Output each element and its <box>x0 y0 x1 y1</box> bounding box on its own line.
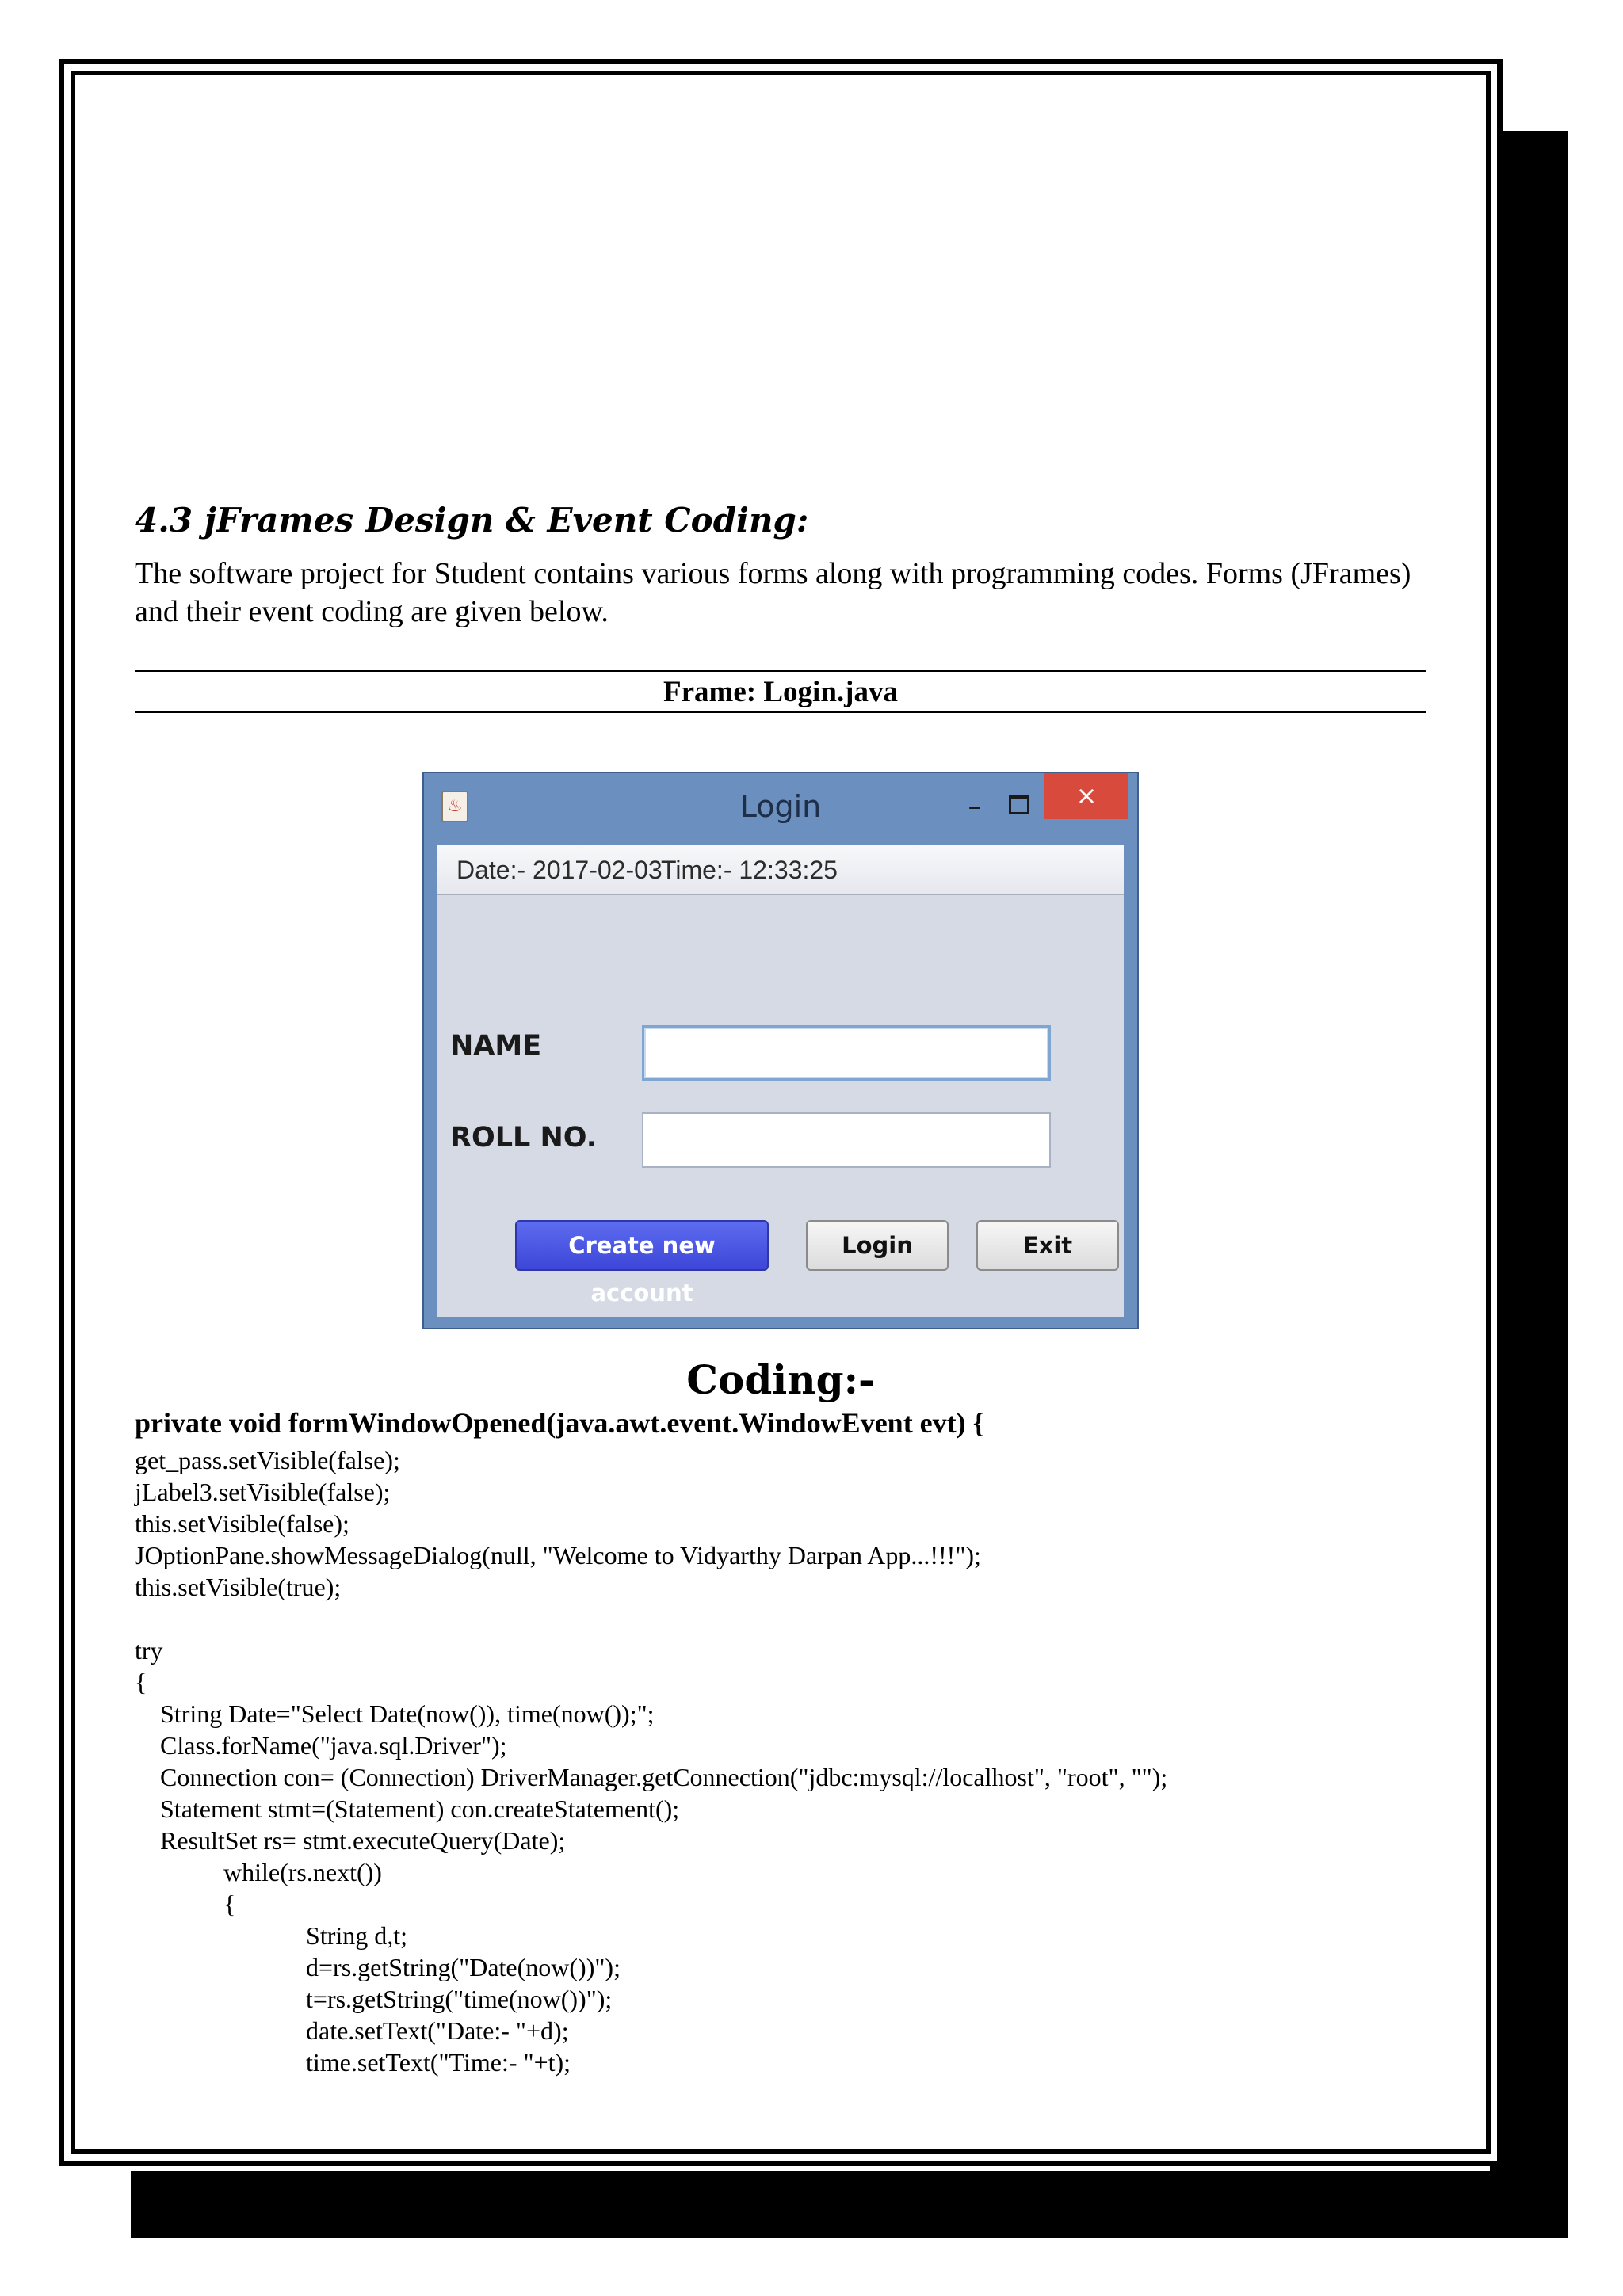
frame-caption: Frame: Login.java <box>663 676 898 708</box>
code-line: String d,t; <box>135 1921 408 1950</box>
code-line: t=rs.getString("time(now())"); <box>135 1985 613 2013</box>
minimize-icon[interactable]: – <box>968 791 982 822</box>
code-line: { <box>135 1668 147 1696</box>
code-line: String Date="Select Date(now()), time(now());"; <box>135 1699 655 1728</box>
login-button[interactable]: Login <box>806 1220 949 1271</box>
code-line: time.setText("Time:- "+t); <box>135 2048 571 2077</box>
caption-rule-bottom <box>135 711 1426 713</box>
code-line: get_pass.setVisible(false); <box>135 1446 400 1474</box>
login-window-screenshot <box>422 772 1139 1329</box>
code-line: { <box>135 1890 236 1918</box>
roll-no-label: ROLL NO. <box>450 1122 598 1154</box>
login-window-content <box>437 845 1124 1317</box>
code-line: d=rs.getString("Date(now())"); <box>135 1953 621 1981</box>
code-line: while(rs.next()) <box>135 1858 382 1886</box>
code-line: ResultSet rs= stmt.executeQuery(Date); <box>135 1826 566 1855</box>
code-line: Connection con= (Connection) DriverManager.getConnection("jdbc:mysql://localhost", "root", ""); <box>135 1763 1168 1791</box>
code-line: JOptionPane.showMessageDialog(null, "Welcome to Vidyarthy Darpan App...!!!"); <box>135 1541 981 1569</box>
java-icon: ♨ <box>441 791 468 822</box>
name-input[interactable] <box>642 1025 1051 1081</box>
code-line: Class.forName("java.sql.Driver"); <box>135 1731 507 1760</box>
code-block <box>135 1444 1167 2078</box>
maximize-icon[interactable] <box>1001 789 1036 821</box>
intro-paragraph: The software project for Student contains various forms along with programming codes. Forms (JFrames) and their event coding are given below. <box>135 557 1411 628</box>
code-line: this.setVisible(true); <box>135 1573 342 1601</box>
close-icon[interactable]: × <box>1044 773 1128 819</box>
code-line: jLabel3.setVisible(false); <box>135 1478 391 1506</box>
login-window-title: Login <box>739 789 822 824</box>
status-date: Date:- 2017-02-03 <box>456 856 663 884</box>
code-line: try <box>135 1636 163 1665</box>
login-window-titlebar[interactable] <box>424 773 1137 846</box>
status-bar <box>437 845 1124 895</box>
caption-rule-top <box>135 670 1426 672</box>
code-line: Statement stmt=(Statement) con.createStatement(); <box>135 1794 680 1823</box>
create-account-button[interactable]: Create new account <box>515 1220 769 1271</box>
roll-no-input[interactable] <box>642 1112 1051 1168</box>
exit-button[interactable]: Exit <box>976 1220 1119 1271</box>
section-heading: 4.3 jFrames Design & Event Coding: <box>135 501 809 540</box>
code-signature: private void formWindowOpened(java.awt.event.WindowEvent evt) { <box>135 1407 984 1439</box>
page-border-shadow-bottom <box>131 2171 1568 2238</box>
name-label: NAME <box>450 1030 542 1062</box>
status-time: Time:- 12:33:25 <box>661 856 838 884</box>
code-line: date.setText("Date:- "+d); <box>135 2016 569 2045</box>
code-line <box>135 1603 1167 1634</box>
coding-title: Coding:- <box>686 1356 875 1403</box>
code-line: this.setVisible(false); <box>135 1509 349 1538</box>
